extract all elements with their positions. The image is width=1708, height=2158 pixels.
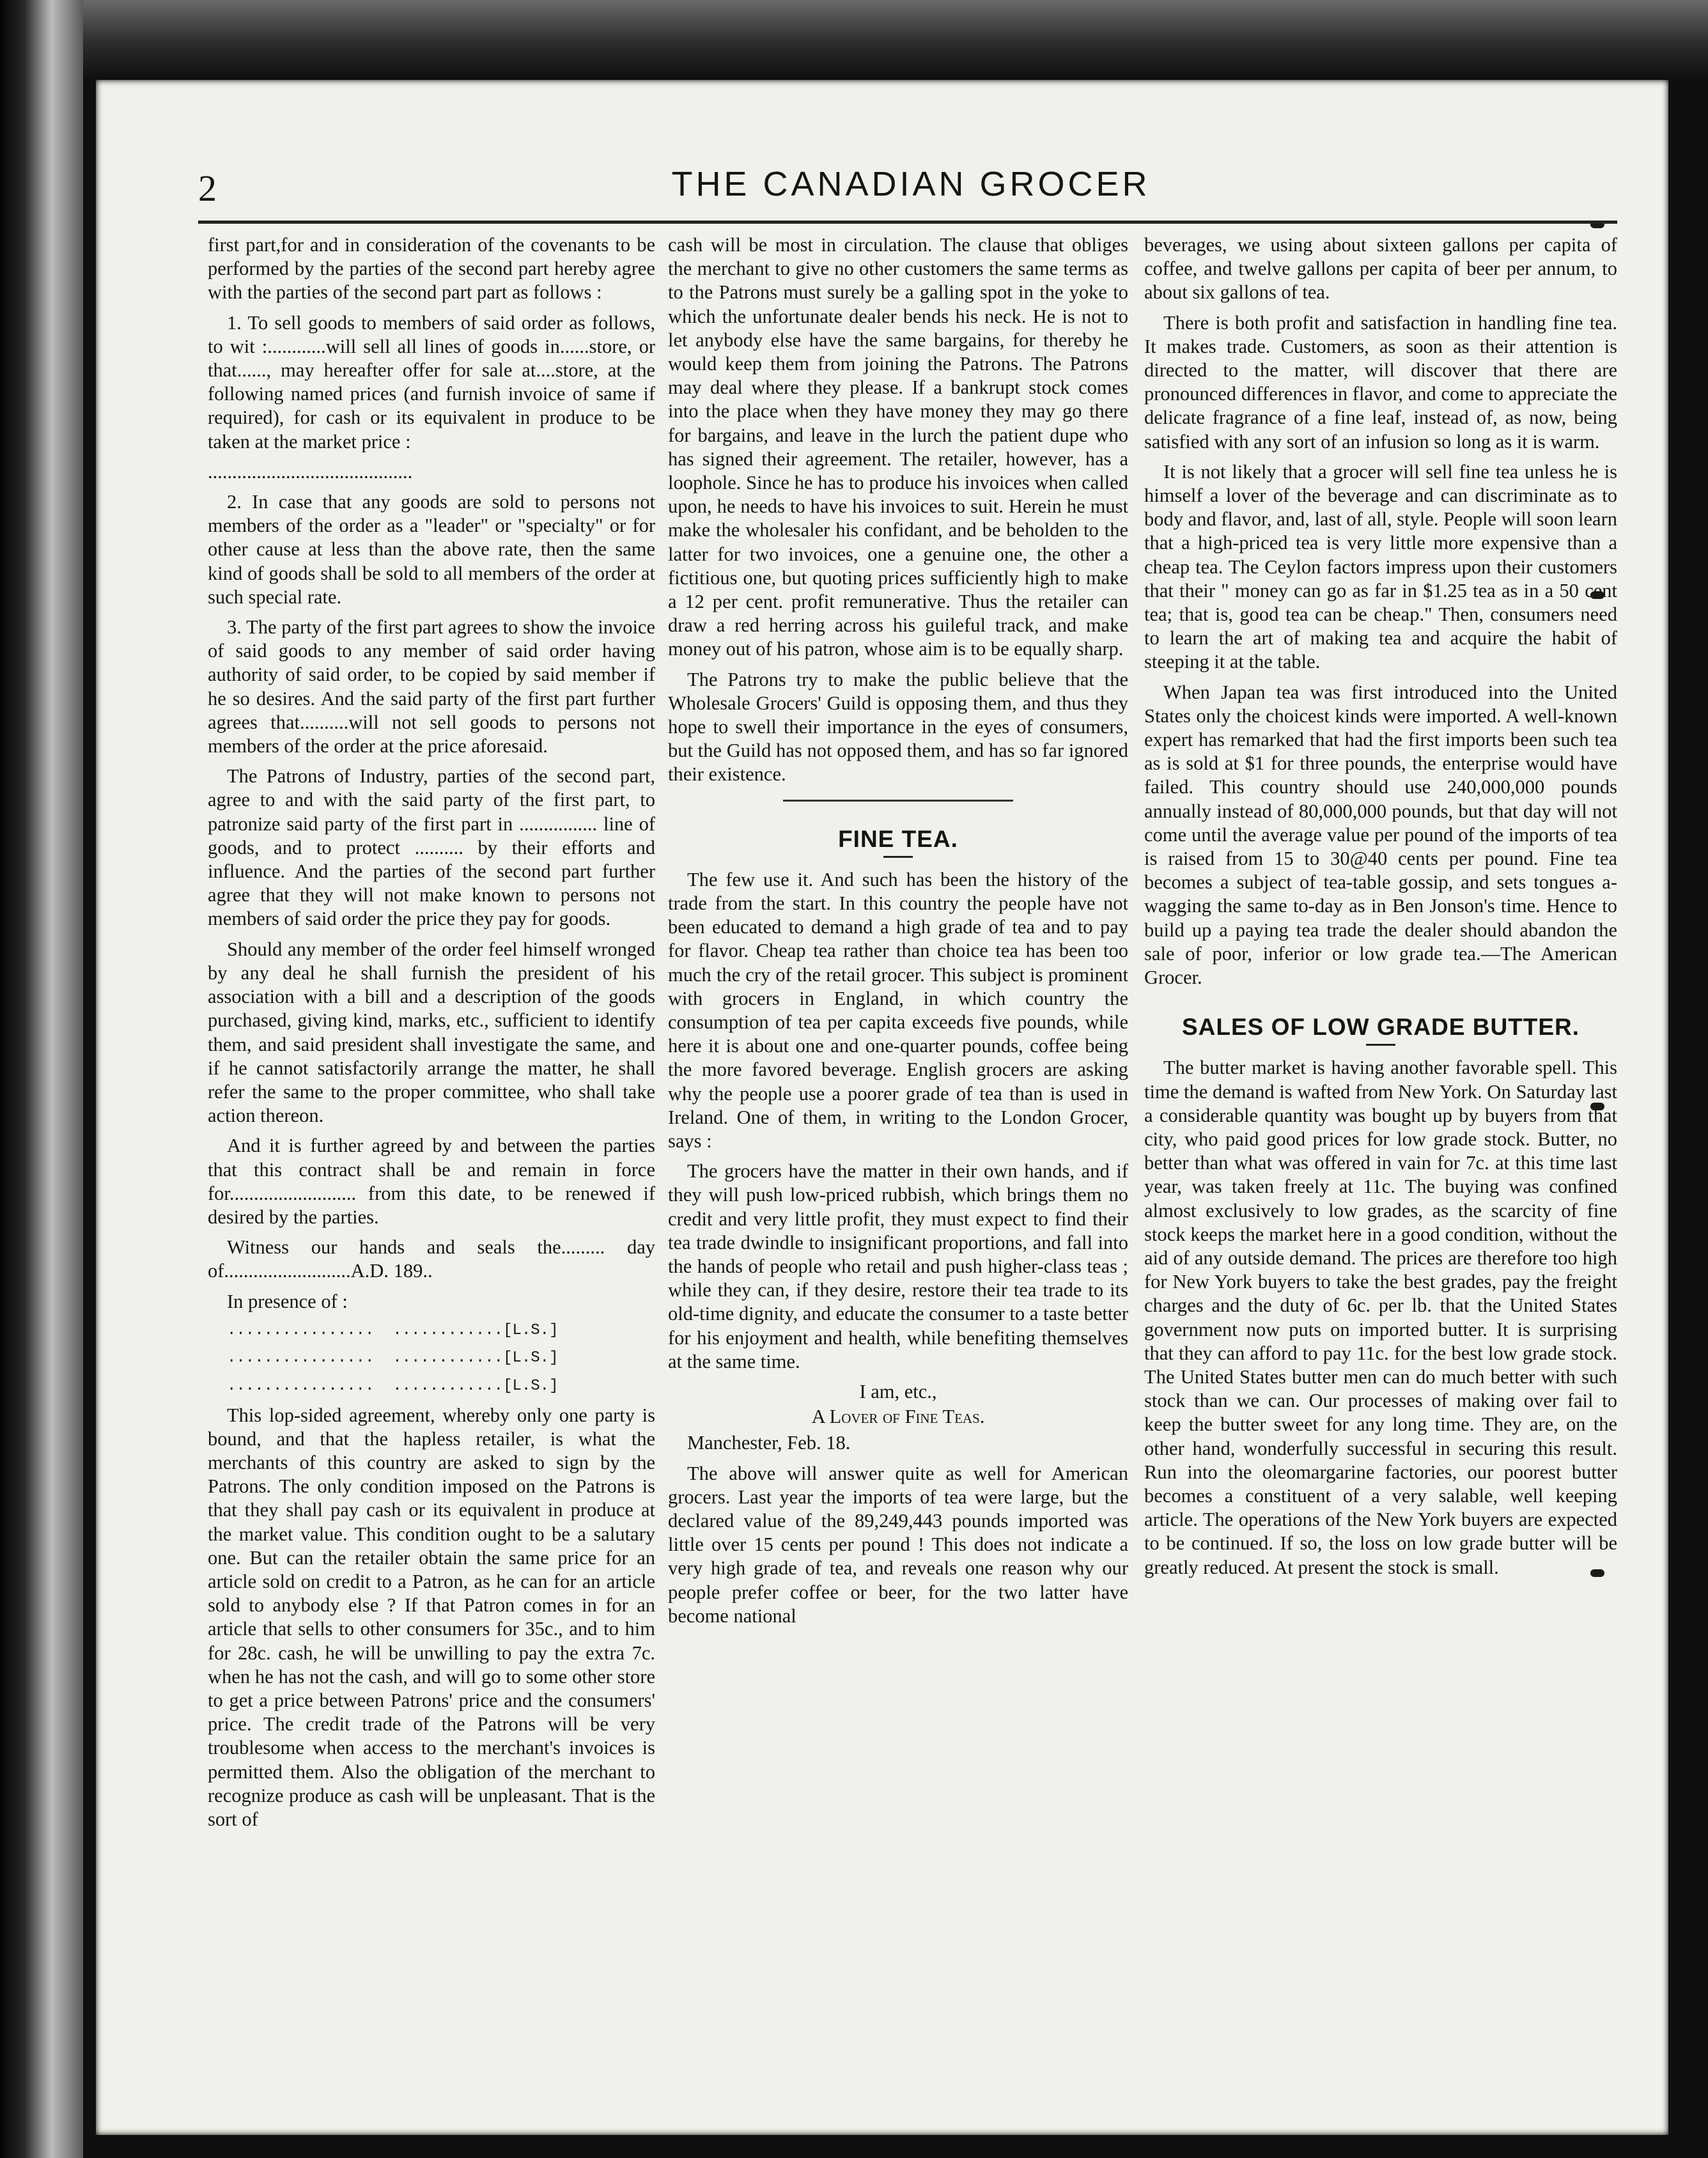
paragraph: 1. To sell goods to members of said order as follows, to wit :............will sell all lines of goods in......store, or that......, may hereafter offer for sale at....store, at the following named prices (and furnish invoice of same if required), for cash or its equivalent in produce to be taken at the market price : bbox=[208, 311, 655, 453]
paragraph: And it is further agreed by and between the parties that this contract shall be and remain in force for.......................... from this date, to be renewed if desired by the parties. bbox=[208, 1135, 655, 1228]
paragraph: This lop-sided agreement, whereby only one party is bound, and that the hapless retailer, is what the merchants of this country are asked to sign by the Patrons. The only condition imposed on the Patrons is that they shall pay cash or its equivalent in produce at the market value. This condition ought to be a salutary one. But can the retailer obtain the same price for an article sold on credit to a Patron, as he can for an article sold to anybody else ? If that Patron comes in for an article that sells to other consumers for 35c., and to him for 28c. cash, he will be unwilling to pay the extra 7c. when he has not the cash, and will go to some other store to get a price between Patrons' price and the consumers' price. The credit trade of the Patrons will be very troublesome when access to the merchant's invoices is permitted them. Also the obligation of the merchant to recognize produce as cash will be unpleasant. That is the sort of bbox=[208, 1404, 655, 1830]
article-heading-low-grade-butter: SALES OF LOW GRADE BUTTER. bbox=[1181, 1014, 1580, 1041]
heading-dash bbox=[883, 856, 913, 858]
signature-name: A Lover of Fine Teas. bbox=[811, 1406, 985, 1428]
seal-line: ................ ............[L.S.] bbox=[227, 1377, 559, 1395]
paragraph: The few use it. And such has been the history of the trade from the start. In this country the people have not been educated to demand a high grade of tea and to pay for flavor. Cheap tea rather than choice tea has been too much the cry of the retail grocer. This subject is prominent with grocers in England, in which country the consumption of tea per capita exceeds five pounds, while here it is about one and one-quarter pounds, coffee being the more favored beverage. English grocers are asking why the people use a poorer grade of tea than is used in Ireland. One of them, in writing to the London Grocer, says : bbox=[668, 868, 1128, 1153]
newspaper-page bbox=[96, 80, 1668, 2135]
paragraph: The above will answer quite as well for American grocers. Last year the imports of tea were large, but the declared value of the 89,249,443 pounds imported was little over 15 cents per pound ! This does not indicate a very high grade of tea, and reveals one reason why our people prefer coffee or beer, for the two latter have become national bbox=[668, 1462, 1128, 1627]
book-binding bbox=[0, 0, 83, 2158]
paragraph: 3. The party of the first part agrees to show the invoice of said goods to any member of said order having authority of said order, to be copied by said member if he so desires. And the said party of the first part further agrees that..........will not sell goods to persons not members of the order at the price aforesaid. bbox=[208, 616, 655, 757]
paragraph: beverages, we using about sixteen gallons per capita of coffee, and twelve gallons per capita of beer per annum, to about six gallons of tea. bbox=[1144, 234, 1617, 304]
paragraph: There is both profit and satisfaction in handling fine tea. It makes trade. Customers, as soon as their attention is directed to the matter, will discover that there are pronounced differences in flavor, and come to appreciate the delicate fragrance of a fine leaf, instead of, as now, being satisfied with any sort of an infusion so long as it is warm. bbox=[1144, 311, 1617, 453]
column-2 bbox=[668, 233, 1128, 2087]
column-1 bbox=[208, 233, 655, 2087]
dotted-line: .......................................... bbox=[208, 460, 413, 483]
paragraph: 2. In case that any goods are sold to persons not members of the order as a "leader" or "specialty" or for other cause at less than the above rate, then the same kind of goods shall be sold to all members of the order at such special rate. bbox=[208, 491, 655, 608]
paragraph: It is not likely that a grocer will sell fine tea unless he is himself a lover of the beverage and can discriminate as to body and flavor, and, last of all, style. People will soon learn that a high-priced tea is very little more expensive than a cheap tea. The Ceylon factors impress upon their customers that their " money can go as far in $1.25 tea as in a 50 cent tea; that is, good tea can be cheap." Then, consumers need to learn the art of making tea and acquire the habit of steeping it at the table. bbox=[1144, 460, 1617, 673]
paragraph: first part,for and in consideration of the covenants to be performed by the parties of the second part hereby agree with the parties of the second part part as follows : bbox=[208, 234, 655, 304]
heading-dash bbox=[1366, 1044, 1395, 1046]
paragraph: Witness our hands and seals the......... day of..........................A.D. 189.. bbox=[208, 1236, 655, 1282]
paragraph: Should any member of the order feel himself wronged by any deal he shall furnish the president of his association with a bill and a description of the goods purchased, giving kind, marks, etc., sufficient to identify them, and said president shall investigate the same, and if he cannot satisfactorily arrange the matter, he shall refer the same to the proper committee, who shall take action thereon. bbox=[208, 938, 655, 1127]
quoted-paragraph: The grocers have the matter in their own hands, and if they will push low-priced rubbish, which brings them no credit and very little profit, they must expect to find their tea trade dwindle to insignificant proportions, and fall into the hands of people who retail and push higher-class teas ; while they can, if they desire, restore their tea trade to its old-time dignity, and educate the consumer to a taste better for his enjoyment and health, while benefiting themselves at the same time. bbox=[668, 1160, 1128, 1372]
section-divider bbox=[783, 800, 1013, 802]
paragraph: The Patrons try to make the public believe that the Wholesale Grocers' Guild is opposing them, and thus they hope to swell their importance in the eyes of consumers, but the Guild has not opposed them, and has so far ignored their existence. bbox=[668, 668, 1128, 786]
signature-closing: I am, etc., bbox=[859, 1381, 937, 1403]
seal-line: ................ ............[L.S.] bbox=[227, 1321, 559, 1339]
seal-line: ................ ............[L.S.] bbox=[227, 1349, 559, 1367]
column-3 bbox=[1144, 233, 1617, 2087]
page-title: THE CANADIAN GROCER bbox=[671, 165, 1151, 203]
scan-shadow-top bbox=[0, 0, 1708, 77]
paragraph: cash will be most in circulation. The clause that obliges the merchant to give no other customers the same terms as to the Patrons must surely be a galling spot in the yoke to which the unfortunate dealer bends his neck. He is not to let anybody else have the same bargains, for thereby he would keep them from joining the Patrons. The Patrons may deal where they please. If a bankrupt stock comes into the place when they have money they may go there for bargains, and leave in the lurch the patient dupe who has signed their agreement. The retailer, however, has a loophole. Since he has to produce his invoices when called upon, he needs to have his invoices to suit. Herein he must make the wholesaler his confidant, and be beholden to the latter for two invoices, one a genuine one, the other a fictitious one, but quoting prices sufficiently high to make a 12 per cent. profit remunerative. Thus the retailer can draw a red herring across his guileful track, and make money out of his patron, whose aim is to be equally sharp. bbox=[668, 234, 1128, 660]
paragraph: The Patrons of Industry, parties of the second part, agree to and with the said party of the first part, to patronize said party of the first part in ................ line of goods, and to protect .......... by their efforts and influence. And the parties of the second part further agree that they will not make known to persons not members of said order the price they pay for goods. bbox=[208, 765, 655, 930]
paragraph: The butter market is having another favorable spell. This time the demand is wafted from New York. On Saturday last a considerable quantity was bought up by buyers from that city, who paid good prices for low grade stock. Butter, no better than what was offered in vain for 7c. at this time last year, was taken freely at 11c. The buying was confined almost exclusively to low grades, as the scarcity of fine stock keeps the market here in a good condition, without the aid of any outside demand. The prices are therefore too high for New York buyers to take the best grades, pay the freight charges and the duty of 6c. per lb. that the United States government now puts on imported butter. It is surprising that they can afford to pay 11c. for the best low grade stock. The United States butter men can do much better with such stock than we can. Our processes of making over fail to keep the butter sweet for any long time. They are, on the other hand, wonderfully successful in securing this result. Run into the oleomargarine factories, our poorest butter becomes a constituent of a very salable, well keeping article. The operations of the New York buyers are expected to be continued. If so, the loss on low grade butter will be greatly reduced. At present the stock is small. bbox=[1144, 1057, 1617, 1578]
dateline: Manchester, Feb. 18. bbox=[687, 1432, 851, 1454]
header-rule bbox=[198, 221, 1617, 224]
article-heading-fine-tea: FINE TEA. bbox=[838, 825, 958, 852]
paragraph: In presence of : bbox=[227, 1290, 348, 1312]
paragraph: When Japan tea was first introduced into the United States only the choicest kinds were imported. A well-known expert has remarked that had the first imports been such tea as is sold at $1 for three pounds, the enterprise would have failed. This country should use 240,000,000 pounds annually instead of 80,000,000 pounds, but that day will not come until the average value per pound of the imports of tea is raised from 15 to 30@40 cents per pound. Fine tea becomes a subject of tea-table gossip, and sets tongues a-wagging the same to-day as in Ben Jonson's time. Hence to build up a paying tea trade the dealer should abandon the sale of poor, inferior or low grade tea.—The American Grocer. bbox=[1144, 681, 1617, 989]
page-number: 2 bbox=[198, 167, 217, 209]
page-header bbox=[198, 163, 1624, 221]
